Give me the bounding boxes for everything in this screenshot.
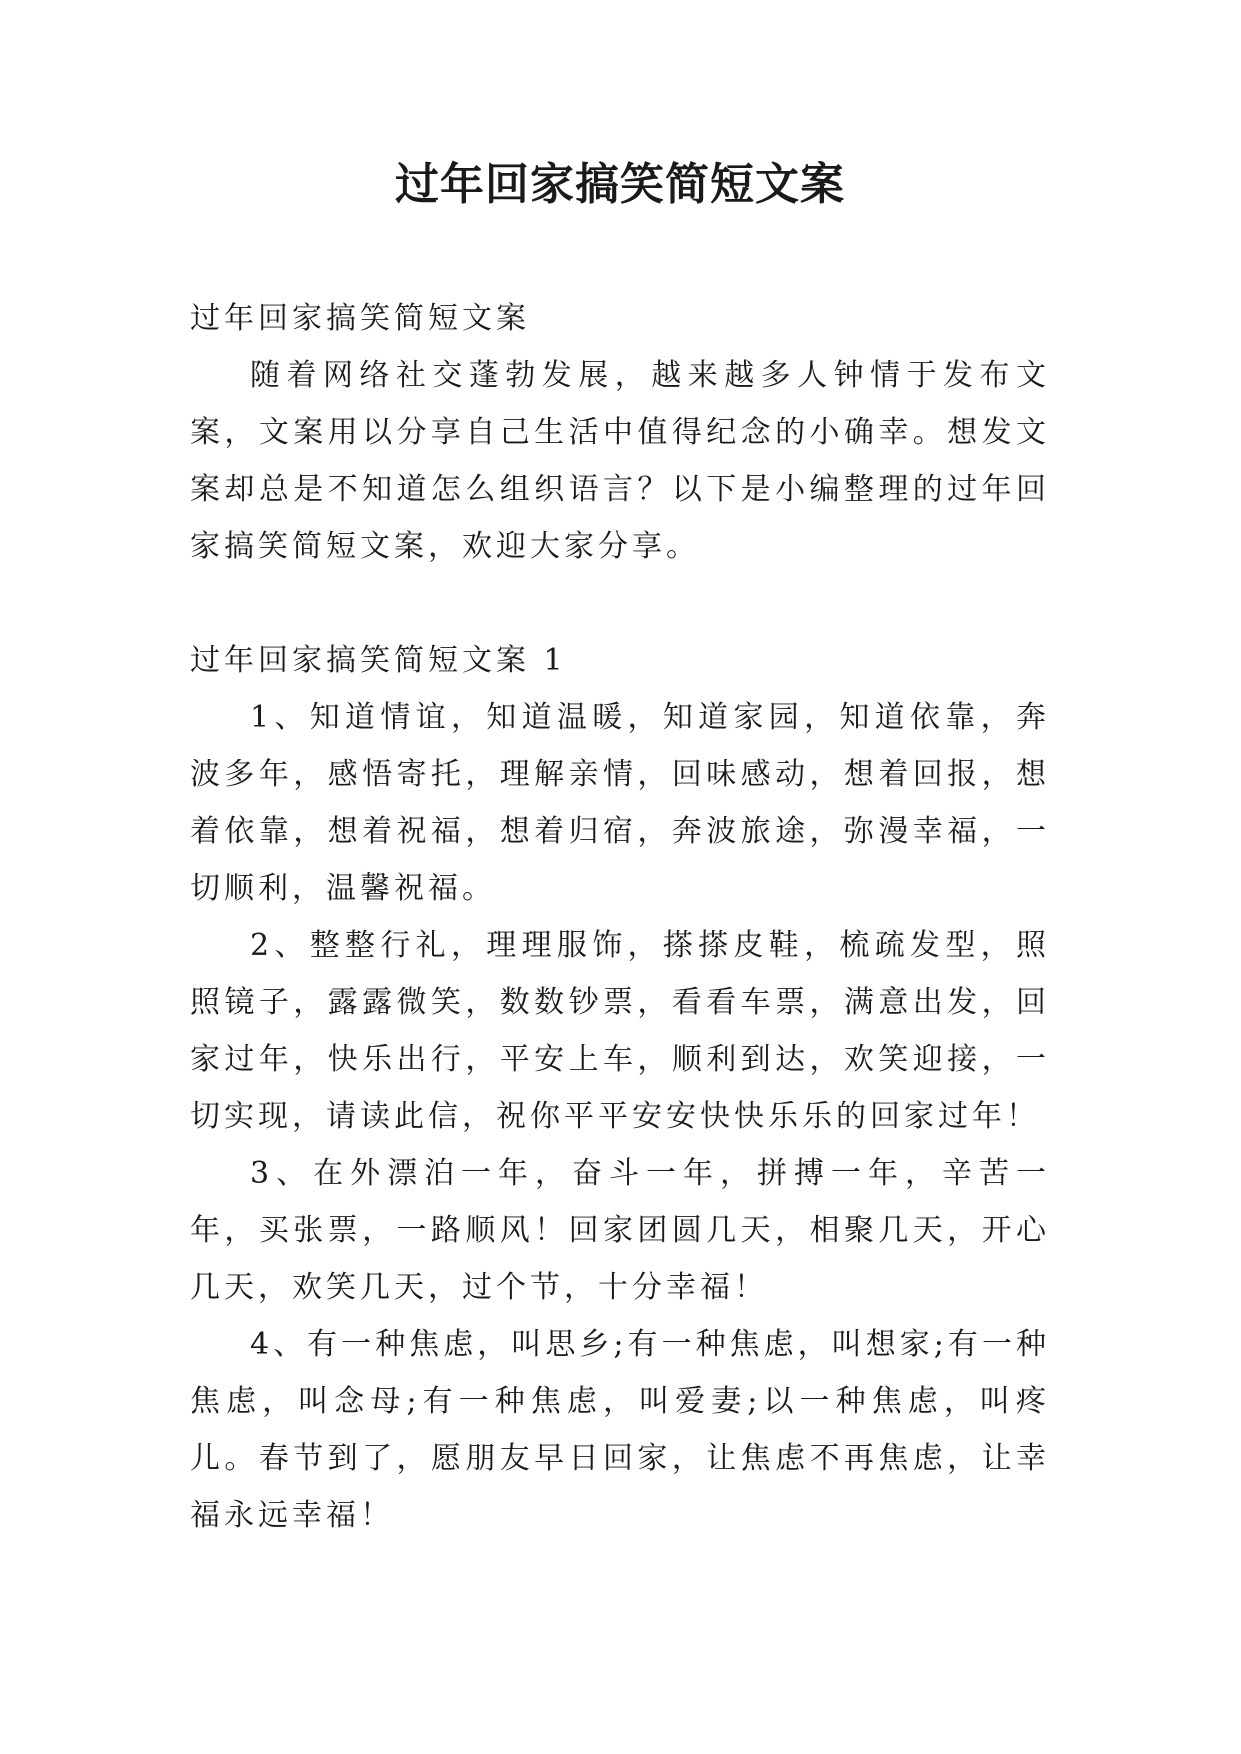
list-item: 3、在外漂泊一年，奋斗一年，拼搏一年，辛苦一年，买张票，一路顺风！回家团圆几天，相聚几天，开心几天，欢笑几天，过个节，十分幸福！ (190, 1156, 1050, 1305)
document-title: 过年回家搞笑简短文案 (395, 159, 845, 210)
document-body (190, 290, 1050, 1544)
list-item: 2、整整行礼，理理服饰，搽搽皮鞋，梳疏发型，照照镜子，露露微笑，数数钞票，看看车票，满意出发，回家过年，快乐出行，平安上车，顺利到达，欢笑迎接，一切实现，请读此信，祝你平平安安快快乐乐的回家过年！ (190, 928, 1050, 1134)
list-item: 4、有一种焦虑，叫思乡;有一种焦虑，叫想家;有一种焦虑，叫念母;有一种焦虑，叫爱妻;以一种焦虑，叫疼儿。春节到了，愿朋友早日回家，让焦虑不再焦虑，让幸福永远幸福！ (190, 1327, 1050, 1533)
intro-heading: 过年回家搞笑简短文案 (190, 301, 530, 336)
list-item: 1、知道情谊，知道温暖，知道家园，知道依靠，奔波多年，感悟寄托，理解亲情，回味感动，想着回报，想着依靠，想着祝福，想着归宿，奔波旅途，弥漫幸福，一切顺利，温馨祝福。 (190, 700, 1050, 906)
intro-paragraph: 随着网络社交蓬勃发展，越来越多人钟情于发布文案，文案用以分享自己生活中值得纪念的小确幸。想发文案却总是不知道怎么组织语言？以下是小编整理的过年回家搞笑简短文案，欢迎大家分享。 (190, 358, 1050, 564)
section-heading: 过年回家搞笑简短文案 1 (190, 643, 567, 678)
section-spacer (190, 575, 1050, 632)
